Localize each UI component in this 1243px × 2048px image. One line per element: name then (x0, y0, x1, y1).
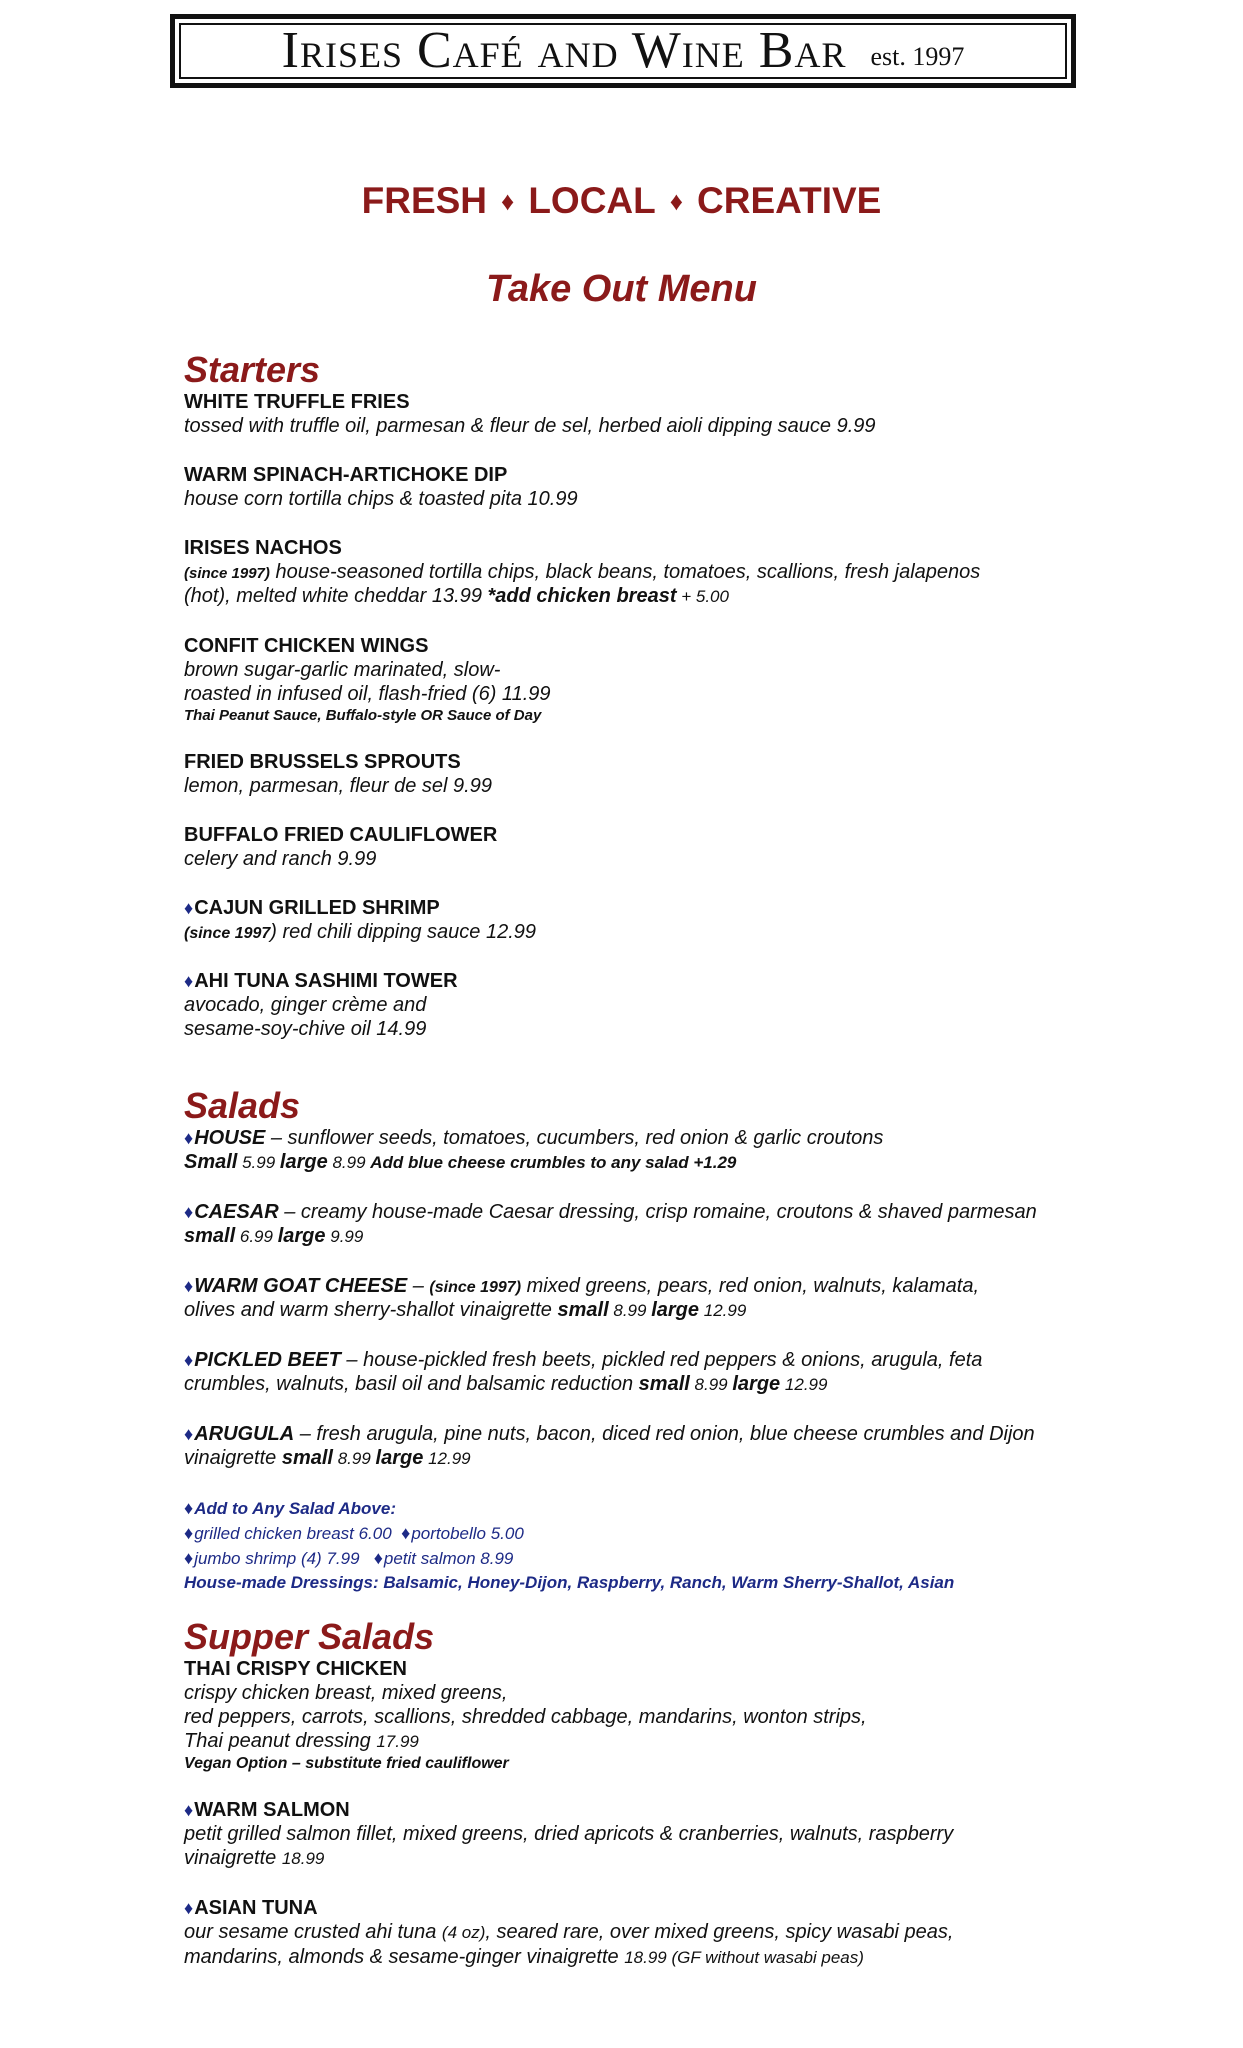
description-text: ) red chili dipping sauce 12.99 (270, 921, 537, 943)
item-description: avocado, ginger crème and (184, 994, 427, 1016)
item-price: 17.99 (376, 1732, 419, 1751)
menu-item (184, 536, 1104, 609)
diamond-icon: ♦ (184, 1202, 194, 1222)
description-text: mandarins, almonds & sesame-ginger vinaigrette (184, 1946, 625, 1968)
item-description: celery and ranch 9.99 (184, 848, 377, 870)
item-name: FRIED BRUSSELS SPROUTS (184, 751, 461, 773)
item-price: 18.99 (281, 1849, 325, 1868)
diamond-icon: ♦ (184, 1523, 194, 1543)
menu-item (184, 823, 1104, 871)
item-name: IRISES NACHOS (184, 537, 342, 559)
tagline-fresh: FRESH (361, 180, 488, 221)
item-description (184, 1422, 1104, 1446)
addon-text: *add chicken breast (487, 585, 677, 607)
supper-item-tuna (184, 1896, 1104, 1970)
sauce-note: Thai Peanut Sauce, Buffalo-style OR Sauce of Day (184, 707, 542, 724)
tagline-local: LOCAL (528, 180, 656, 221)
size-label: large (277, 1225, 326, 1247)
addon-shrimp: jumbo shrimp (4) 7.99 (194, 1549, 360, 1568)
item-description: tossed with truffle oil, parmesan & fleur de sel, herbed aioli dipping sauce 9.99 (184, 415, 876, 437)
size-label: Small (184, 1151, 238, 1173)
item-name: WHITE TRUFFLE FRIES (184, 391, 410, 413)
size-label: small (184, 1225, 236, 1247)
gf-note: (GF without wasabi peas) (666, 1948, 864, 1967)
item-description (184, 1729, 1104, 1754)
item-name: WARM SPINACH-ARTICHOKE DIP (184, 464, 508, 486)
size-price: 6.99 (235, 1227, 278, 1246)
item-name-row (184, 896, 1104, 920)
item-name: HOUSE (194, 1127, 266, 1149)
size-price: 8.99 (327, 1153, 371, 1172)
salad-addons (184, 1496, 1104, 1595)
header-inner (179, 23, 1067, 79)
item-name-row (184, 969, 1104, 993)
description-text: crumbles, walnuts, basil oil and balsamic reduction (184, 1373, 639, 1395)
item-description: lemon, parmesan, fleur de sel 9.99 (184, 775, 492, 797)
size-label: large (732, 1373, 781, 1395)
item-description (184, 560, 1104, 584)
description-text: vinaigrette (184, 1447, 282, 1469)
size-label: small (281, 1447, 333, 1469)
salad-item-pickled-beet (184, 1348, 1104, 1397)
description-text: house-seasoned tortilla chips, black beans, tomatoes, scallions, fresh jalapenos (269, 561, 981, 583)
menu-item (184, 896, 1104, 944)
since-note: (since 1997) (184, 565, 270, 582)
addon-portobello: portobello 5.00 (411, 1524, 524, 1543)
addons-title (184, 1496, 1104, 1521)
spacer (184, 1066, 1104, 1086)
price-row (184, 1150, 1104, 1175)
item-name: WARM GOAT CHEESE (194, 1275, 408, 1297)
addon-text: Add blue cheese crumbles to any salad +1.29 (370, 1153, 737, 1172)
item-description (184, 1348, 1104, 1372)
menu-content (184, 350, 1104, 1995)
diamond-icon: ♦ (501, 186, 515, 216)
section-title-supper-salads: Supper Salads (184, 1616, 435, 1657)
description-text: – fresh arugula, pine nuts, bacon, diced red onion, blue cheese crumbles and Dijon (294, 1423, 1035, 1445)
addons-title-text: Add to Any Salad Above: (194, 1499, 396, 1518)
vegan-note: Vegan Option – substitute fried cauliflower (184, 1755, 509, 1772)
diamond-icon: ♦ (184, 1498, 194, 1518)
item-description (184, 1846, 1104, 1871)
description-text: (hot), melted white cheddar 13.99 (184, 585, 488, 607)
size-label: small (638, 1373, 690, 1395)
item-description: house corn tortilla chips & toasted pita 10.99 (184, 488, 578, 510)
item-description: red peppers, carrots, scallions, shredded cabbage, mandarins, wonton strips, (184, 1706, 867, 1728)
item-description (184, 1126, 1104, 1150)
since-note: (since 1997 (184, 925, 271, 942)
diamond-icon: ♦ (373, 1548, 383, 1568)
menu-item (184, 390, 1104, 438)
description-text: – (407, 1275, 430, 1297)
house-dressings: House-made Dressings: Balsamic, Honey-Dijon, Raspberry, Ranch, Warm Sherry-Shallot, Asian (184, 1573, 955, 1592)
item-name: WARM SALMON (194, 1799, 350, 1821)
menu-item (184, 634, 1104, 725)
portion-size: (4 oz) (441, 1923, 486, 1942)
description-text: – creamy house-made Caesar dressing, crisp romaine, croutons & shaved parmesan (278, 1201, 1037, 1223)
addons-row (184, 1521, 1104, 1546)
description-text: vinaigrette (184, 1847, 282, 1869)
established-year: est. 1997 (870, 42, 965, 71)
diamond-icon: ♦ (184, 1898, 194, 1918)
description-text: mixed greens, pears, red onion, walnuts, kalamata, (521, 1275, 980, 1297)
salad-item-house (184, 1126, 1104, 1175)
diamond-icon: ♦ (669, 186, 684, 216)
size-price: 8.99 (333, 1449, 376, 1468)
item-name: AHI TUNA SASHIMI TOWER (194, 970, 458, 992)
description-text: Thai peanut dressing (184, 1730, 377, 1752)
description-text: our sesame crusted ahi tuna (184, 1921, 442, 1943)
addon-salmon: petit salmon 8.99 (383, 1549, 514, 1568)
item-description (184, 1200, 1104, 1224)
addons-row (184, 1546, 1104, 1571)
description-text: – house-pickled fresh beets, pickled red peppers & onions, arugula, feta (340, 1349, 983, 1371)
diamond-icon: ♦ (184, 1548, 194, 1568)
item-description (184, 1920, 1104, 1945)
addon-price: + 5.00 (676, 587, 729, 606)
tagline-creative: CREATIVE (697, 180, 882, 221)
size-price: 9.99 (325, 1227, 364, 1246)
description-text: , seared rare, over mixed greens, spicy wasabi peas, (485, 1921, 954, 1943)
diamond-icon: ♦ (184, 1276, 194, 1296)
item-name: ARUGULA (194, 1423, 295, 1445)
size-price: 12.99 (423, 1449, 471, 1468)
section-title-starters: Starters (184, 349, 321, 390)
price-row (184, 1298, 1104, 1323)
menu-item (184, 463, 1104, 511)
item-description (184, 1274, 1104, 1298)
item-name: ASIAN TUNA (194, 1897, 318, 1919)
item-description: sesame-soy-chive oil 14.99 (184, 1018, 427, 1040)
diamond-icon: ♦ (401, 1523, 411, 1543)
salad-item-arugula (184, 1422, 1104, 1471)
tagline (0, 182, 1243, 219)
item-description: roasted in infused oil, flash-fried (6) 11.99 (184, 683, 551, 705)
item-name: CAJUN GRILLED SHRIMP (194, 897, 440, 919)
menu-item (184, 750, 1104, 798)
size-price: 12.99 (780, 1375, 828, 1394)
item-name: CAESAR (194, 1201, 279, 1223)
cafe-name: Irises Café and Wine Bar (281, 22, 847, 79)
size-price: 5.99 (237, 1153, 280, 1172)
item-name-row (184, 1798, 1104, 1822)
diamond-icon: ♦ (184, 1424, 194, 1444)
item-name: PICKLED BEET (194, 1349, 341, 1371)
item-name: BUFFALO FRIED CAULIFLOWER (184, 824, 498, 846)
size-label: large (279, 1151, 328, 1173)
size-price: 8.99 (689, 1375, 733, 1394)
size-price: 8.99 (608, 1301, 652, 1320)
supper-item-salmon (184, 1798, 1104, 1871)
diamond-icon: ♦ (184, 898, 194, 918)
description-text: olives and warm sherry-shallot vinaigrette (184, 1299, 558, 1321)
size-price: 12.99 (699, 1301, 747, 1320)
item-description: brown sugar-garlic marinated, slow- (184, 659, 501, 681)
item-description (184, 584, 1104, 609)
price-row (184, 1446, 1104, 1471)
item-price: 18.99 (624, 1948, 667, 1967)
description-text: – sunflower seeds, tomatoes, cucumbers, red onion & garlic croutons (265, 1127, 884, 1149)
salad-item-goat-cheese (184, 1274, 1104, 1323)
item-description: petit grilled salmon fillet, mixed greens, dried apricots & cranberries, walnuts, raspberry (184, 1823, 954, 1845)
menu-item (184, 969, 1104, 1041)
menu-title: Take Out Menu (486, 268, 757, 310)
supper-item-thai (184, 1657, 1104, 1773)
size-label: small (557, 1299, 609, 1321)
size-label: large (375, 1447, 424, 1469)
price-row (184, 1372, 1104, 1397)
item-description (184, 920, 1104, 944)
item-name-row (184, 1896, 1104, 1920)
addon-chicken: grilled chicken breast 6.00 (194, 1524, 392, 1543)
item-description (184, 1945, 1104, 1970)
header-frame (170, 14, 1076, 88)
item-name: CONFIT CHICKEN WINGS (184, 635, 429, 657)
item-name: THAI CRISPY CHICKEN (184, 1658, 407, 1680)
diamond-icon: ♦ (184, 1350, 194, 1370)
diamond-icon: ♦ (184, 1128, 194, 1148)
item-description: crispy chicken breast, mixed greens, (184, 1682, 508, 1704)
since-note: (since 1997) (429, 1279, 522, 1296)
salad-item-caesar (184, 1200, 1104, 1249)
price-row (184, 1224, 1104, 1249)
section-title-salads: Salads (184, 1085, 301, 1126)
diamond-icon: ♦ (184, 1800, 194, 1820)
size-label: large (651, 1299, 700, 1321)
diamond-icon: ♦ (184, 971, 194, 991)
